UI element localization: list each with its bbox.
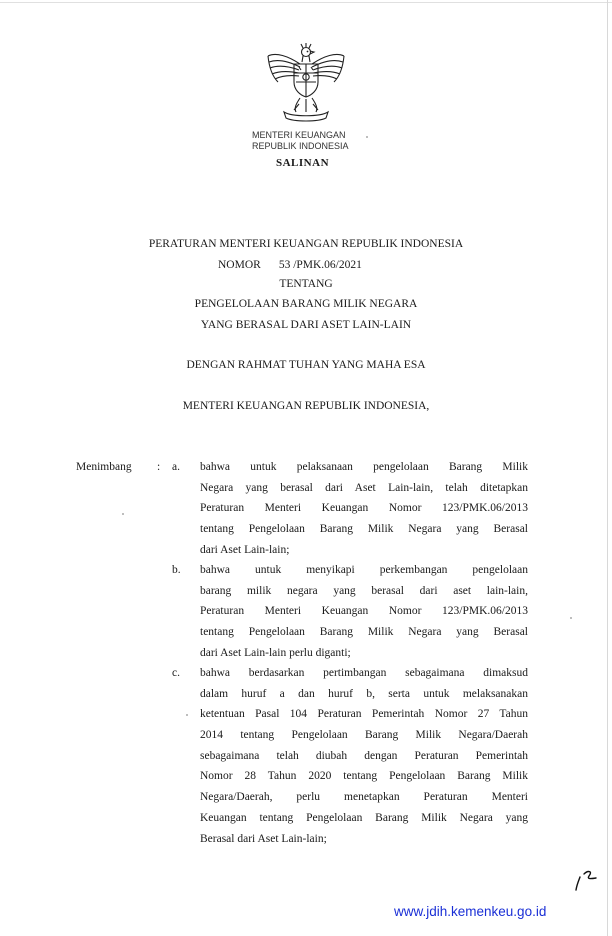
issuer: MENTERI KEUANGAN REPUBLIK INDONESIA, — [182, 400, 430, 412]
garuda-emblem-icon — [266, 42, 346, 124]
item-b-line: tentang Pengelolaan Barang Milik Negara yang Berasal — [200, 626, 528, 639]
item-a-line: Peraturan Menteri Keuangan Nomor 123/PMK.06/2013 — [200, 502, 528, 515]
considering-colon: : — [157, 461, 161, 473]
item-c-line: dalam huruf a dan huruf b, serta untuk melaksanakan — [200, 687, 528, 700]
item-c-line: Nomor 28 Tahun 2020 tentang Pengelolaan Barang Milik — [200, 770, 528, 783]
website-link[interactable]: www.jdih.kemenkeu.go.id — [394, 904, 547, 919]
number-label: NOMOR — [218, 259, 261, 271]
initial-signature-icon — [570, 866, 600, 894]
invocation: DENGAN RAHMAT TUHAN YANG MAHA ESA — [186, 359, 426, 371]
item-c-line: Negara/Daerah, perlu menetapkan Peraturan Menteri — [200, 791, 528, 804]
item-a-line: tentang Pengelolaan Barang Milik Negara yang Berasal — [200, 523, 528, 536]
copy-label: SALINAN — [276, 157, 330, 169]
item-a-line: bahwa untuk pelaksanaan pengelolaan Barang Milik — [200, 461, 528, 473]
item-c-letter: c. — [172, 667, 180, 679]
about-label: TENTANG — [279, 278, 333, 290]
ministry-name: MENTERI KEUANGAN — [252, 130, 346, 140]
item-a-line: dari Aset Lain-lain; — [200, 543, 290, 556]
item-b-line: barang milik negara yang berasal dari aset lain-lain, — [200, 584, 528, 597]
item-c-line: bahwa berdasarkan pertimbangan sebagaimana dimaksud — [200, 667, 528, 679]
scan-speck — [570, 617, 572, 619]
page-right-edge — [607, 0, 608, 936]
item-b-text — [200, 560, 528, 663]
item-b-line: Peraturan Menteri Keuangan Nomor 123/PMK.06/2013 — [200, 605, 528, 618]
subject-line-1: PENGELOLAAN BARANG MILIK NEGARA — [194, 298, 418, 310]
item-c-text — [200, 663, 528, 849]
item-a-text — [200, 457, 528, 560]
scan-speck — [186, 714, 188, 716]
ministry-header — [252, 130, 349, 152]
item-c-line: Berasal dari Aset Lain-lain; — [200, 832, 327, 845]
page-top-edge — [0, 2, 612, 3]
scan-speck — [122, 513, 124, 515]
regulation-number — [218, 259, 362, 271]
subject-line-2: YANG BERASAL DARI ASET LAIN-LAIN — [200, 319, 412, 331]
item-b-letter: b. — [172, 564, 181, 576]
item-c-line: 2014 tentang Pengelolaan Barang Milik Negara/Daerah — [200, 729, 528, 742]
ministry-country: REPUBLIK INDONESIA — [252, 141, 349, 151]
regulation-title: PERATURAN MENTERI KEUANGAN REPUBLIK INDONESIA — [148, 238, 464, 250]
item-c-line: ketentuan Pasal 104 Peraturan Pemerintah Nomor 27 Tahun — [200, 708, 528, 721]
item-b-line: bahwa untuk menyikapi perkembangan pengelolaan — [200, 564, 528, 576]
item-c-line: Keuangan tentang Pengelolaan Barang Milik Negara yang — [200, 811, 528, 824]
number-value: 53 /PMK.06/2021 — [278, 259, 362, 271]
considering-label: Menimbang — [76, 461, 132, 473]
item-a-letter: a. — [172, 461, 180, 473]
item-a-line: Negara yang berasal dari Aset Lain-lain, telah ditetapkan — [200, 481, 528, 494]
scan-speck — [366, 136, 368, 138]
item-b-line: dari Aset Lain-lain perlu diganti; — [200, 646, 351, 659]
item-c-line: sebagaimana telah diubah dengan Peraturan Pemerintah — [200, 749, 528, 762]
